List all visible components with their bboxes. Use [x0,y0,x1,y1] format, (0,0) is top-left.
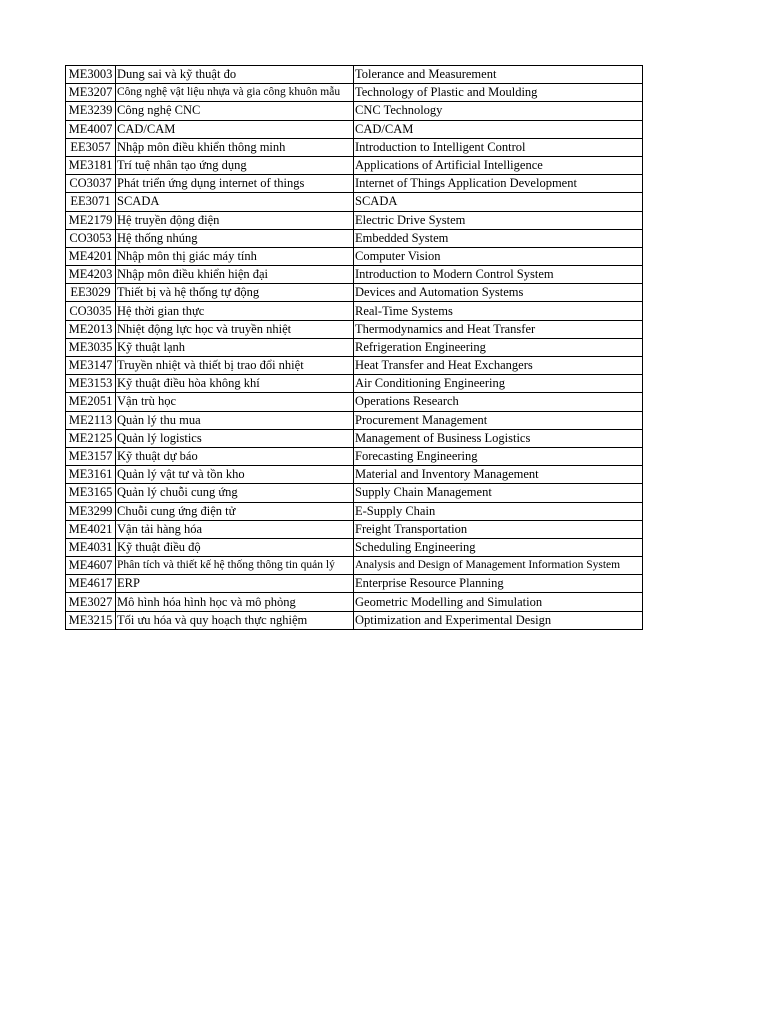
course-code: CO3053 [66,229,116,247]
course-name-en: Heat Transfer and Heat Exchangers [354,357,643,375]
table-row [66,138,643,156]
course-name-en: Technology of Plastic and Moulding [354,84,643,102]
course-name-vi: Trí tuệ nhân tạo ứng dụng [116,156,354,174]
table-row [66,375,643,393]
course-code: ME4617 [66,575,116,593]
course-name-vi: Kỹ thuật điều độ [116,538,354,556]
course-name-vi: Vận trù học [116,393,354,411]
table-row [66,466,643,484]
table-row [66,484,643,502]
course-name-vi: Quản lý vật tư và tồn kho [116,466,354,484]
course-name-vi: Nhập môn điều khiển hiện đại [116,266,354,284]
course-name-vi: Kỹ thuật lạnh [116,338,354,356]
course-code: ME3165 [66,484,116,502]
course-name-en: Applications of Artificial Intelligence [354,156,643,174]
table-row [66,393,643,411]
table-row [66,102,643,120]
course-code: CO3035 [66,302,116,320]
table-row [66,156,643,174]
course-name-vi: Kỹ thuật dự báo [116,447,354,465]
course-name-en: Enterprise Resource Planning [354,575,643,593]
table-row [66,357,643,375]
course-name-en: Introduction to Modern Control System [354,266,643,284]
course-code: ME3239 [66,102,116,120]
course-name-en: Real-Time Systems [354,302,643,320]
course-name-en: CAD/CAM [354,120,643,138]
course-name-en: E-Supply Chain [354,502,643,520]
table-row [66,502,643,520]
course-name-en: Freight Transportation [354,520,643,538]
course-code: ME3153 [66,375,116,393]
course-code: ME2051 [66,393,116,411]
course-name-vi: Phân tích và thiết kế hệ thống thông tin quản lý [116,557,354,575]
course-name-vi: SCADA [116,193,354,211]
table-row [66,120,643,138]
course-name-vi: Hệ thống nhúng [116,229,354,247]
table-row [66,211,643,229]
course-name-en: Internet of Things Application Development [354,175,643,193]
course-code: ME4607 [66,557,116,575]
course-code: ME2013 [66,320,116,338]
course-name-en: Electric Drive System [354,211,643,229]
course-name-vi: Hệ truyền động điện [116,211,354,229]
course-name-en: CNC Technology [354,102,643,120]
course-code: ME3147 [66,357,116,375]
course-name-en: Introduction to Intelligent Control [354,138,643,156]
course-name-en: Procurement Management [354,411,643,429]
table-row [66,302,643,320]
course-name-en: Forecasting Engineering [354,447,643,465]
table-row [66,84,643,102]
course-code: ME4031 [66,538,116,556]
course-name-en: Management of Business Logistics [354,429,643,447]
table-row [66,593,643,611]
course-name-vi: Phát triển ứng dụng internet of things [116,175,354,193]
course-name-en: Operations Research [354,393,643,411]
course-code: ME3161 [66,466,116,484]
course-code: ME4201 [66,247,116,265]
course-name-vi: Hệ thời gian thực [116,302,354,320]
course-name-vi: Quản lý thu mua [116,411,354,429]
table-row [66,320,643,338]
course-name-vi: Công nghệ CNC [116,102,354,120]
table-row [66,229,643,247]
table-row [66,447,643,465]
course-code: ME3215 [66,611,116,629]
table-row [66,338,643,356]
course-code: ME3035 [66,338,116,356]
course-code: ME3027 [66,593,116,611]
course-name-en: Computer Vision [354,247,643,265]
course-name-vi: Kỹ thuật điều hòa không khí [116,375,354,393]
table-row [66,175,643,193]
table-row [66,66,643,84]
course-name-vi: Mô hình hóa hình học và mô phỏng [116,593,354,611]
course-code: ME2179 [66,211,116,229]
course-name-vi: Thiết bị và hệ thống tự động [116,284,354,302]
table-row [66,575,643,593]
course-name-vi: CAD/CAM [116,120,354,138]
course-name-en: SCADA [354,193,643,211]
course-name-vi: Nhiệt động lực học và truyền nhiệt [116,320,354,338]
course-table-body [66,66,643,630]
course-name-vi: Nhập môn điều khiển thông minh [116,138,354,156]
course-code: ME3003 [66,66,116,84]
course-code: ME4203 [66,266,116,284]
table-row [66,538,643,556]
course-code: ME3207 [66,84,116,102]
course-name-en: Air Conditioning Engineering [354,375,643,393]
course-name-en: Thermodynamics and Heat Transfer [354,320,643,338]
course-name-vi: Tối ưu hóa và quy hoạch thực nghiệm [116,611,354,629]
course-name-vi: Công nghệ vật liệu nhựa và gia công khuôn mẫu [116,84,354,102]
table-row [66,266,643,284]
course-name-vi: Quản lý logistics [116,429,354,447]
course-code: ME4021 [66,520,116,538]
table-row [66,247,643,265]
course-code: EE3071 [66,193,116,211]
course-code: EE3057 [66,138,116,156]
course-code: CO3037 [66,175,116,193]
course-name-en: Embedded System [354,229,643,247]
table-row [66,611,643,629]
course-code: ME2125 [66,429,116,447]
course-name-en: Analysis and Design of Management Information System [354,557,643,575]
table-row [66,520,643,538]
course-name-vi: Truyền nhiệt và thiết bị trao đổi nhiệt [116,357,354,375]
course-name-vi: ERP [116,575,354,593]
course-name-en: Optimization and Experimental Design [354,611,643,629]
course-name-en: Material and Inventory Management [354,466,643,484]
course-name-en: Refrigeration Engineering [354,338,643,356]
course-name-vi: Vận tải hàng hóa [116,520,354,538]
table-row [66,557,643,575]
course-name-vi: Chuỗi cung ứng điện tử [116,502,354,520]
table-row [66,429,643,447]
course-code: ME3181 [66,156,116,174]
table-row [66,284,643,302]
course-name-en: Supply Chain Management [354,484,643,502]
table-row [66,411,643,429]
course-name-en: Scheduling Engineering [354,538,643,556]
course-name-vi: Nhập môn thị giác máy tính [116,247,354,265]
course-name-en: Geometric Modelling and Simulation [354,593,643,611]
course-name-en: Tolerance and Measurement [354,66,643,84]
course-name-vi: Quản lý chuỗi cung ứng [116,484,354,502]
course-code: ME3157 [66,447,116,465]
course-code: EE3029 [66,284,116,302]
course-code: ME4007 [66,120,116,138]
course-name-vi: Dung sai và kỹ thuật đo [116,66,354,84]
course-table [65,65,643,630]
course-code: ME2113 [66,411,116,429]
course-name-en: Devices and Automation Systems [354,284,643,302]
course-code: ME3299 [66,502,116,520]
table-row [66,193,643,211]
